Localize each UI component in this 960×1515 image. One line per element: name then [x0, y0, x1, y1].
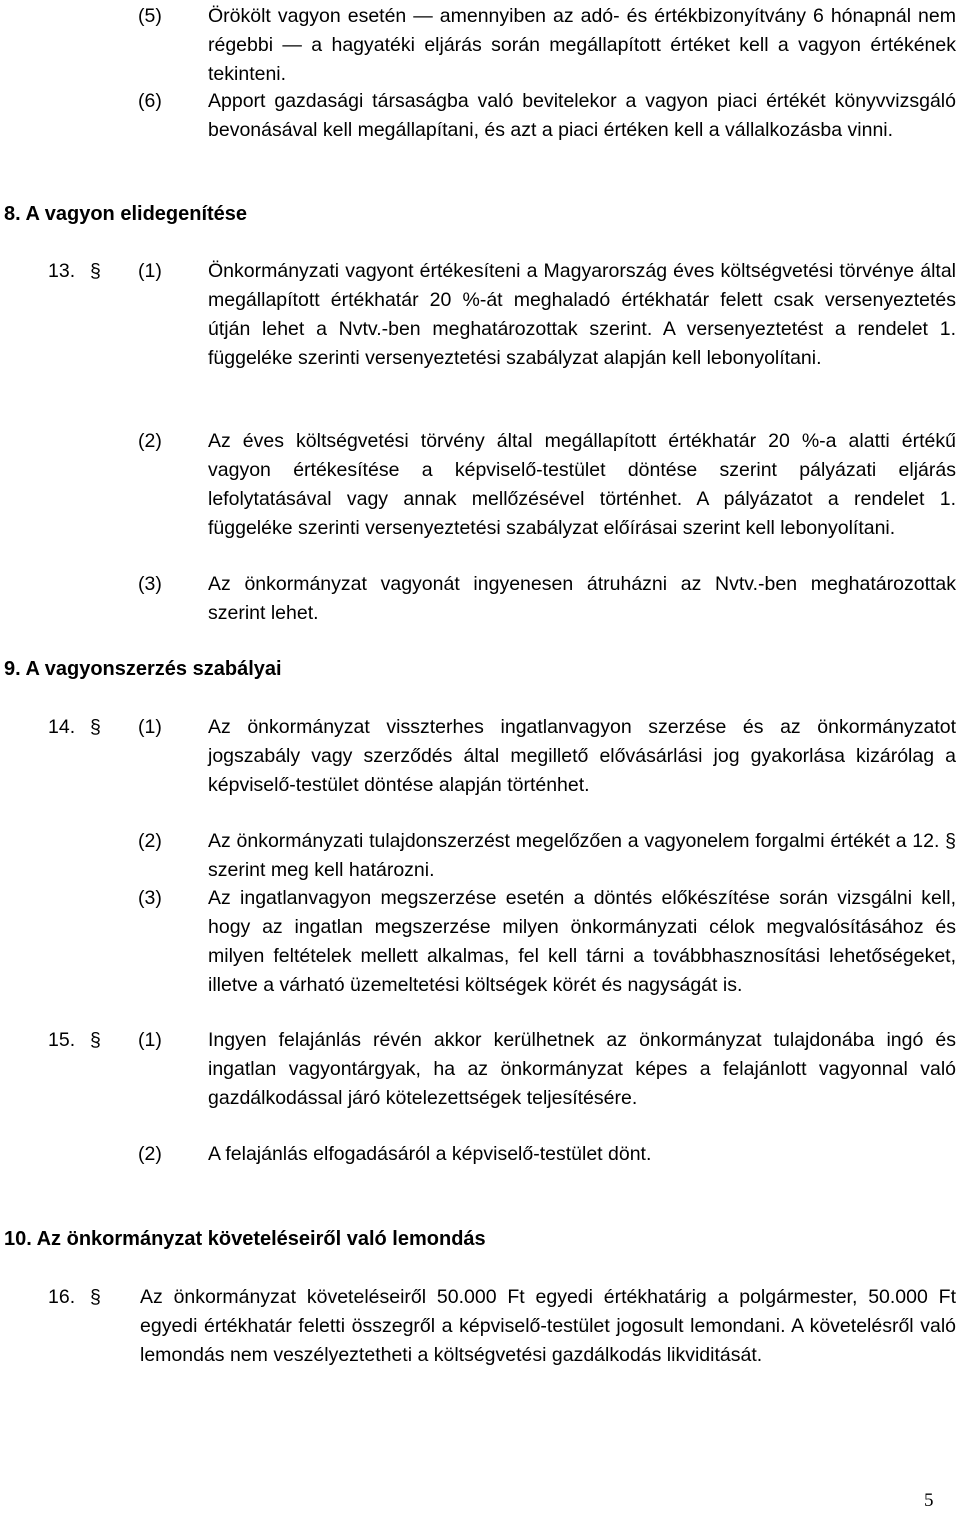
paragraph-text: Ingyen felajánlás révén akkor kerülhetnek az önkormányzat tulajdonába ingó és ingatlan vagyontárgyak, ha az önkormányzat képes a felajánlott vagyonnal való gazdálkodással járó kötelezettségek teljesítésére. — [208, 1029, 956, 1109]
paragraph-text: Az önkormányzati tulajdonszerzést megelőzően a vagyonelem forgalmi értékét a 12. § szerint meg kell határozni. — [208, 830, 956, 881]
paragraph-number: (1) — [138, 716, 162, 738]
paragraph-text: Az ingatlanvagyon megszerzése esetén a döntés előkészítése során vizsgálni kell, hogy az ingatlan megszerzése milyen önkormányzati célok megvalósításához és milyen feltételek mellett alkalmas, fel kell tárni a továbbhasznosítási lehetőségeket, illetve a várható üzemeltetési költségek körét és nagyságát is. — [208, 887, 956, 996]
paragraph-sign: § — [90, 1286, 101, 1308]
paragraph-number: (1) — [138, 260, 162, 282]
section-heading: 10. Az önkormányzat követeléseiről való lemondás — [4, 1228, 486, 1250]
paragraph-number: (6) — [138, 90, 162, 112]
paragraph-sign: § — [90, 1029, 101, 1051]
paragraph-text: Önkormányzati vagyont értékesíteni a Magyarország éves költségvetési törvénye által megállapított értékhatár 20 %-át meghaladó értékhatár felett csak versenyeztetés útján lehet a Nvtv.-ben meghatározottak szerint. A versenyeztetést a rendelet 1. függeléke szerinti versenyeztetési szabályzat alapján kell lebonyolítani. — [208, 260, 956, 369]
paragraph-text: Apport gazdasági társaságba való bevitelekor a vagyon piaci értékét könyvvizsgáló bevonásával kell megállapítani, és azt a piaci értéken kell a vállalkozásba vinni. — [208, 90, 956, 141]
section-number: 14. — [48, 716, 76, 738]
paragraph-text: Örökölt vagyon esetén — amennyiben az adó- és értékbizonyítvány 6 hónapnál nem régebbi — a hagyatéki eljárás során megállapított értéket kell a vagyon értékének tekinteni. — [208, 5, 956, 85]
paragraph-number: (2) — [138, 430, 162, 452]
paragraph-text: Az önkormányzat visszterhes ingatlanvagyon szerzése és az önkormányzatot jogszabály vagy szerződés által megillető elővásárlási jog gyakorlása kizárólag a képviselő-testület döntése alapján történhet. — [208, 716, 956, 796]
section-number: 16. — [48, 1286, 76, 1308]
section-heading: 9. A vagyonszerzés szabályai — [4, 658, 282, 680]
section-number: 15. — [48, 1029, 76, 1051]
section-number: 13. — [48, 260, 76, 282]
paragraph-number: (3) — [138, 887, 162, 909]
paragraph-sign: § — [90, 260, 101, 282]
paragraph-text: Az éves költségvetési törvény által megállapított értékhatár 20 %-a alatti értékű vagyon értékesítése a képviselő-testület döntése szerint pályázati eljárás lefolytatásával vagy annak mellőzésével történhet. A pályázatot a rendelet 1. függeléke szerinti versenyeztetési szabályzat előírásai szerint kell lebonyolítani. — [208, 430, 956, 539]
paragraph-number: (1) — [138, 1029, 162, 1051]
page-number: 5 — [924, 1490, 934, 1511]
paragraph-number: (2) — [138, 1143, 162, 1165]
paragraph-text: A felajánlás elfogadásáról a képviselő-testület dönt. — [208, 1143, 652, 1165]
paragraph-number: (3) — [138, 573, 162, 595]
paragraph-text: Az önkormányzat vagyonát ingyenesen átruházni az Nvtv.-ben meghatározottak szerint lehet. — [208, 573, 956, 624]
paragraph-text: Az önkormányzat követeléseiről 50.000 Ft egyedi értékhatárig a polgármester, 50.000 Ft egyedi értékhatár feletti összegről a képviselő-testület jogosult lemondani. A követelésről való lemondás nem veszélyeztetheti a költségvetési gazdálkodás likviditását. — [140, 1286, 956, 1366]
section-heading: 8. A vagyon elidegenítése — [4, 203, 248, 225]
paragraph-number: (5) — [138, 5, 162, 27]
paragraph-sign: § — [90, 716, 101, 738]
paragraph-number: (2) — [138, 830, 162, 852]
